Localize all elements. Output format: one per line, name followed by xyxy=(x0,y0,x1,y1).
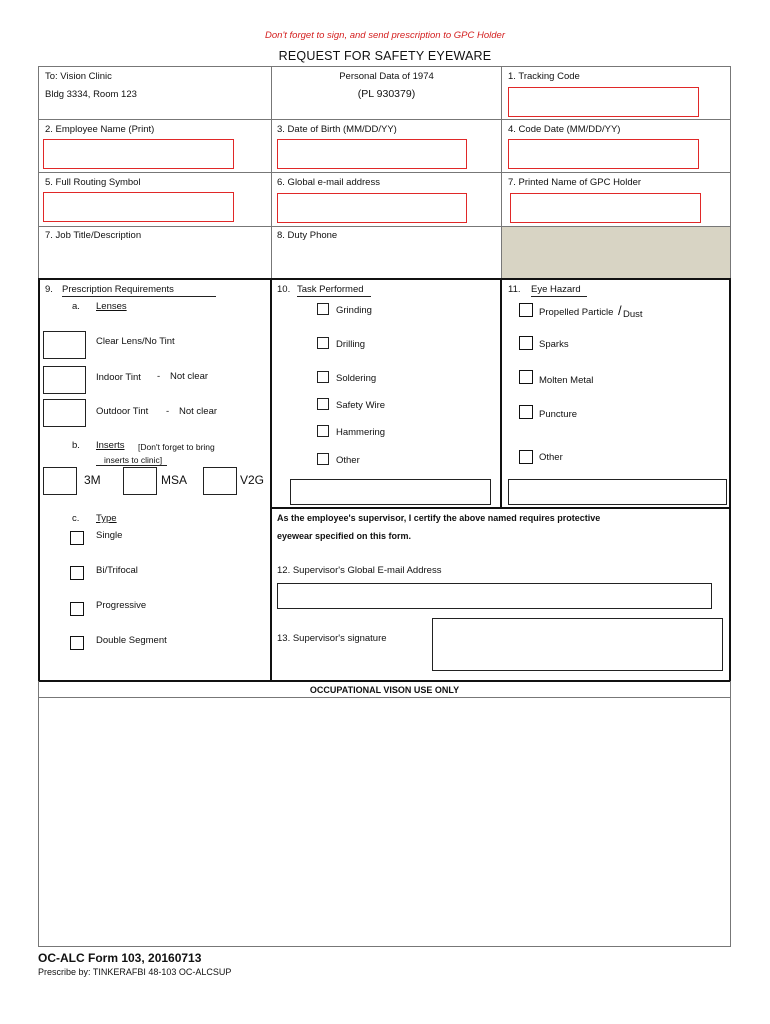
supervisor-email-field[interactable] xyxy=(277,583,712,609)
inserts-note-1: [Don't forget to bring xyxy=(138,442,215,452)
grid-line xyxy=(730,66,731,279)
lenses-label: Lenses xyxy=(96,301,127,312)
email-label: 6. Global e-mail address xyxy=(277,177,380,188)
hazard-other-checkbox[interactable] xyxy=(519,450,533,464)
email-field[interactable] xyxy=(277,193,467,223)
drilling-checkbox[interactable] xyxy=(317,337,329,349)
grid-line xyxy=(730,681,731,947)
propelled-particle-label: Propelled Particle xyxy=(539,307,614,318)
task-other-checkbox[interactable] xyxy=(317,453,329,465)
form-title: REQUEST FOR SAFETY EYEWARE xyxy=(278,49,492,63)
privacy-law: (PL 930379) xyxy=(357,88,416,100)
job-title-label: 7. Job Title/Description xyxy=(45,230,142,241)
underline xyxy=(531,296,587,297)
indoor-not-clear: Not clear xyxy=(170,371,209,382)
type-label: Type xyxy=(96,513,117,524)
outdoor-not-clear: Not clear xyxy=(179,406,218,417)
rx-c: c. xyxy=(72,513,80,524)
soldering-checkbox[interactable] xyxy=(317,371,329,383)
underline xyxy=(297,296,371,297)
employee-name-field[interactable] xyxy=(43,139,234,169)
drilling-label: Drilling xyxy=(336,339,366,350)
insert-3m-box[interactable] xyxy=(43,467,77,495)
section-border xyxy=(38,278,40,682)
grid-line xyxy=(38,119,731,120)
outdoor-tint-label: Outdoor Tint xyxy=(96,406,149,417)
hazard-other-field[interactable] xyxy=(508,479,727,505)
supervisor-email-label: 12. Supervisor's Global E-mail Address xyxy=(277,565,442,576)
task-other-field[interactable] xyxy=(290,479,491,505)
progressive-label: Progressive xyxy=(96,600,147,611)
grinding-label: Grinding xyxy=(336,305,372,316)
task-label: Task Performed xyxy=(297,284,364,295)
safety-wire-label: Safety Wire xyxy=(336,400,386,411)
safety-wire-checkbox[interactable] xyxy=(317,398,329,410)
hazard-number: 11. xyxy=(508,284,521,295)
tracking-code-field[interactable] xyxy=(508,87,699,117)
code-date-field[interactable] xyxy=(508,139,699,169)
indoor-dash: - xyxy=(157,371,161,382)
duty-phone-label: 8. Duty Phone xyxy=(277,230,338,241)
employee-name-label: 2. Employee Name (Print) xyxy=(45,124,155,135)
reminder-note: Don't forget to sign, and send prescription to GPC Holder xyxy=(265,30,505,41)
to-building: Bldg 3334, Room 123 xyxy=(45,89,137,100)
tracking-code-label: 1. Tracking Code xyxy=(508,71,580,82)
inserts-note-2: inserts to clinic] xyxy=(104,455,163,465)
soldering-label: Soldering xyxy=(336,373,377,384)
prescribe-by: Prescribe by: TINKERAFBI 48-103 OC-ALCSUP xyxy=(38,967,232,977)
puncture-label: Puncture xyxy=(539,409,578,420)
propelled-particle-checkbox[interactable] xyxy=(519,303,533,317)
rx-a: a. xyxy=(72,301,80,312)
occupational-label: OCCUPATIONAL VISON USE ONLY xyxy=(309,685,460,695)
grinding-checkbox[interactable] xyxy=(317,303,329,315)
dust-label: Dust xyxy=(623,309,643,320)
occupational-area[interactable] xyxy=(39,698,730,946)
section-border xyxy=(729,278,731,682)
indoor-tint-box[interactable] xyxy=(43,366,86,394)
grid-line xyxy=(38,66,39,279)
double-segment-checkbox[interactable] xyxy=(70,636,84,650)
insert-msa-box[interactable] xyxy=(123,467,157,495)
clear-lens-label: Clear Lens/No Tint xyxy=(96,336,175,347)
single-checkbox[interactable] xyxy=(70,531,84,545)
certification-line-1: As the employee's supervisor, I certify the above named requires protective xyxy=(277,513,601,523)
insert-3m-label: 3M xyxy=(84,473,101,487)
hammering-label: Hammering xyxy=(336,427,386,438)
hazard-label: Eye Hazard xyxy=(531,284,581,295)
progressive-checkbox[interactable] xyxy=(70,602,84,616)
hammering-checkbox[interactable] xyxy=(317,425,329,437)
outdoor-tint-box[interactable] xyxy=(43,399,86,427)
double-segment-label: Double Segment xyxy=(96,635,167,646)
shaded-cell xyxy=(502,227,730,279)
code-date-label: 4. Code Date (MM/DD/YY) xyxy=(508,124,621,135)
to-clinic: To: Vision Clinic xyxy=(45,71,112,82)
sparks-label: Sparks xyxy=(539,339,569,350)
routing-symbol-label: 5. Full Routing Symbol xyxy=(45,177,141,188)
grid-line xyxy=(38,66,731,67)
grid-line xyxy=(38,946,731,947)
rx-number: 9. xyxy=(45,284,53,295)
underline xyxy=(96,465,167,466)
section-border xyxy=(270,507,731,509)
inserts-label: Inserts xyxy=(96,440,125,451)
indoor-tint-label: Indoor Tint xyxy=(96,372,141,383)
section-border xyxy=(38,680,731,682)
supervisor-signature-label: 13. Supervisor's signature xyxy=(277,633,387,644)
certification-line-2: eyewear specified on this form. xyxy=(277,531,412,541)
outdoor-dash: - xyxy=(166,406,170,417)
rx-b: b. xyxy=(72,440,80,451)
section-border xyxy=(500,278,502,508)
insert-v2g-label: V2G xyxy=(240,473,265,487)
hazard-other-label: Other xyxy=(539,452,563,463)
bitrifocal-label: Bi/Trifocal xyxy=(96,565,138,576)
section-border xyxy=(38,278,731,280)
task-number: 10. xyxy=(277,284,291,295)
supervisor-signature-field[interactable] xyxy=(432,618,723,671)
molten-metal-label: Molten Metal xyxy=(539,375,594,386)
form-id: OC-ALC Form 103, 20160713 xyxy=(38,951,202,965)
routing-symbol-field[interactable] xyxy=(43,192,234,222)
hazard-slash: / xyxy=(618,303,622,318)
sparks-checkbox[interactable] xyxy=(519,336,533,350)
task-other-label: Other xyxy=(336,455,360,466)
privacy-act: Personal Data of 1974 xyxy=(339,71,434,82)
dob-field[interactable] xyxy=(277,139,467,169)
molten-metal-checkbox[interactable] xyxy=(519,370,533,384)
puncture-checkbox[interactable] xyxy=(519,405,533,419)
dob-label: 3. Date of Birth (MM/DD/YY) xyxy=(277,124,397,135)
rx-label: Prescription Requirements xyxy=(62,284,174,295)
grid-line xyxy=(38,172,731,173)
single-label: Single xyxy=(96,530,123,541)
section-border xyxy=(270,278,272,682)
bitrifocal-checkbox[interactable] xyxy=(70,566,84,580)
insert-v2g-box[interactable] xyxy=(203,467,237,495)
gpc-holder-field[interactable] xyxy=(510,193,701,223)
clear-lens-box[interactable] xyxy=(43,331,86,359)
gpc-holder-label: 7. Printed Name of GPC Holder xyxy=(508,177,642,188)
insert-msa-label: MSA xyxy=(161,473,188,487)
underline xyxy=(62,296,216,297)
